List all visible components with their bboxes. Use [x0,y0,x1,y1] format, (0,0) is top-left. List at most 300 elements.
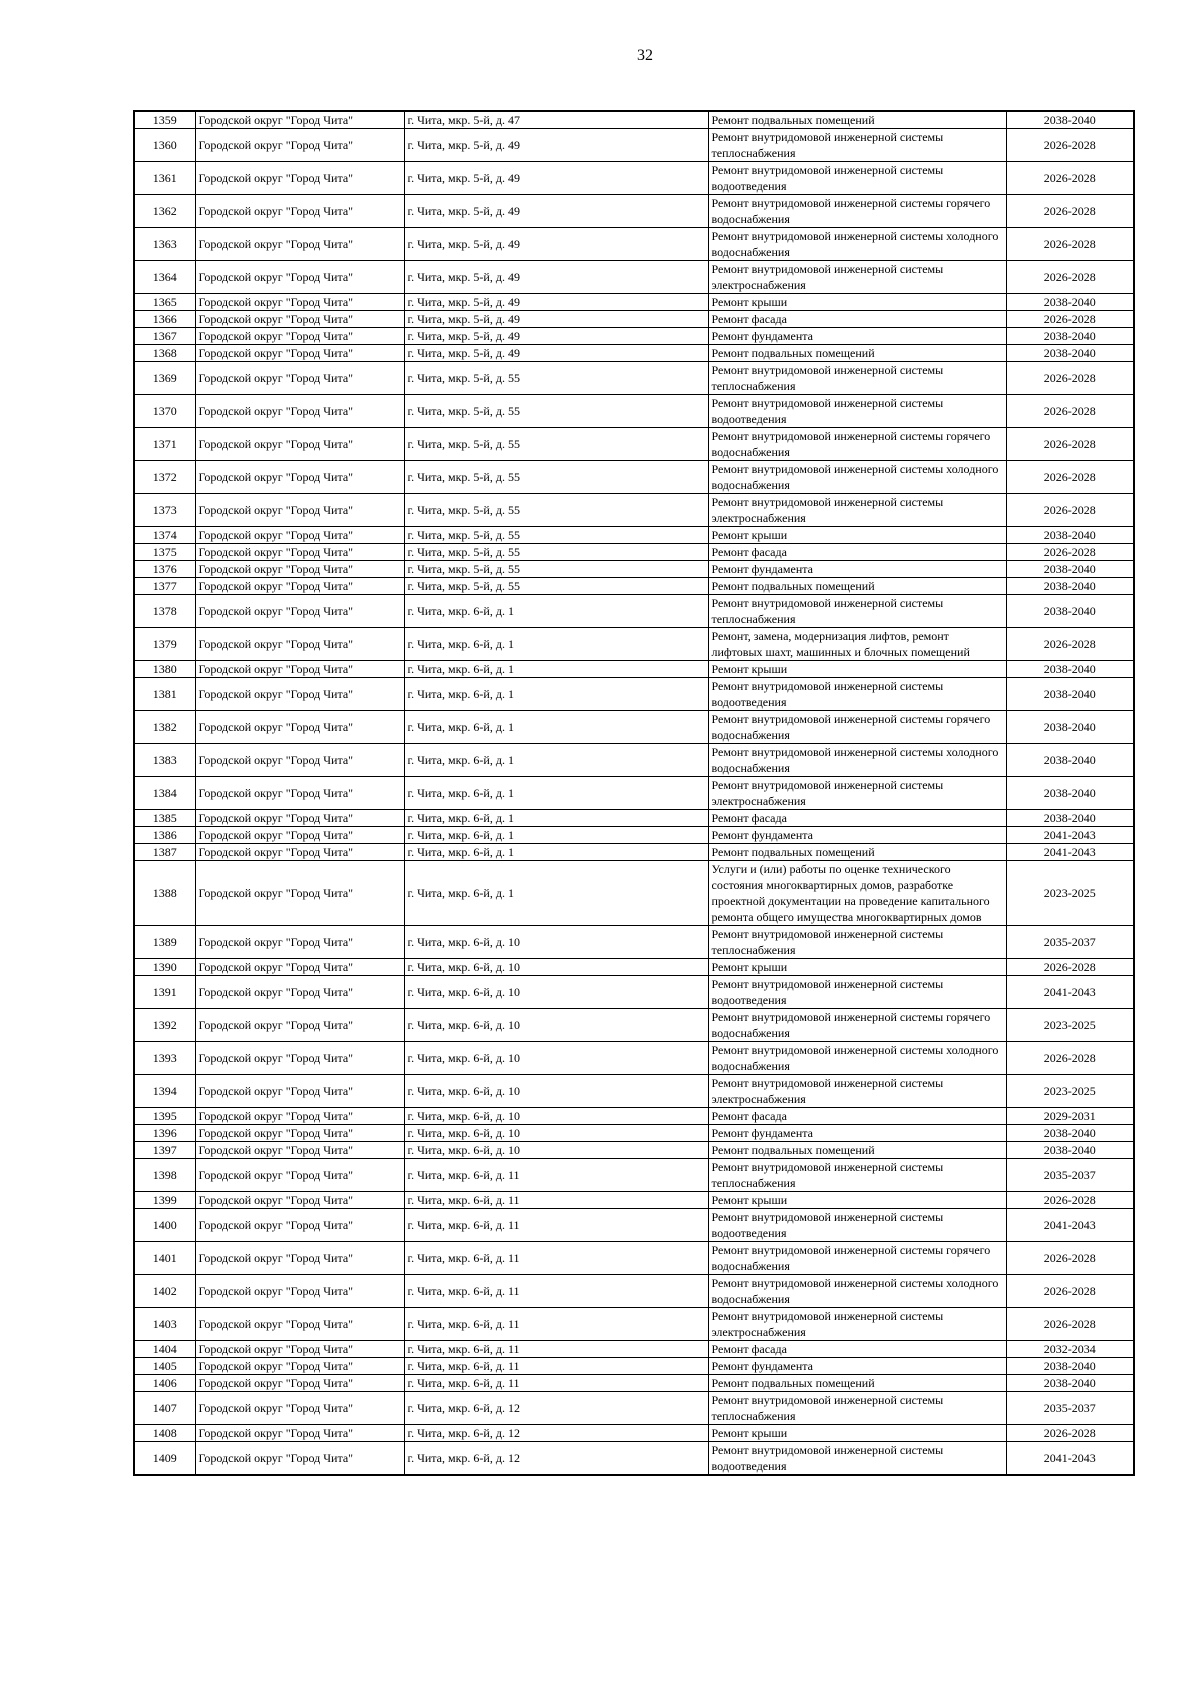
work-type-cell: Ремонт внутридомовой инженерной системы холодного водоснабжения [708,461,1006,494]
table-row [134,461,1134,494]
address-cell: г. Чита, мкр. 6-й, д. 1 [404,628,708,661]
row-number-cell: 1375 [134,544,195,561]
row-number-cell: 1376 [134,561,195,578]
table-row [134,129,1134,162]
period-cell: 2041-2043 [1006,844,1134,861]
row-number-cell: 1406 [134,1375,195,1392]
page-number: 32 [637,47,653,64]
municipality-cell: Городской округ "Город Чита" [195,628,404,661]
municipality-cell: Городской округ "Город Чита" [195,1192,404,1209]
municipality-cell: Городской округ "Город Чита" [195,129,404,162]
municipality-cell: Городской округ "Город Чита" [195,777,404,810]
address-cell: г. Чита, мкр. 5-й, д. 55 [404,561,708,578]
period-cell: 2038-2040 [1006,561,1134,578]
municipality-cell: Городской округ "Город Чита" [195,661,404,678]
row-number-cell: 1370 [134,395,195,428]
municipality-cell: Городской округ "Город Чита" [195,328,404,345]
row-number-cell: 1401 [134,1242,195,1275]
table-row [134,827,1134,844]
address-cell: г. Чита, мкр. 6-й, д. 11 [404,1209,708,1242]
period-cell: 2026-2028 [1006,1275,1134,1308]
row-number-cell: 1379 [134,628,195,661]
table-row [134,628,1134,661]
table-row [134,711,1134,744]
row-number-cell: 1405 [134,1358,195,1375]
period-cell: 2041-2043 [1006,976,1134,1009]
municipality-cell: Городской округ "Город Чита" [195,294,404,311]
period-cell: 2035-2037 [1006,1392,1134,1425]
municipality-cell: Городской округ "Город Чита" [195,395,404,428]
table-row [134,362,1134,395]
address-cell: г. Чита, мкр. 6-й, д. 10 [404,1108,708,1125]
address-cell: г. Чита, мкр. 5-й, д. 55 [404,544,708,561]
work-type-cell: Ремонт внутридомовой инженерной системы холодного водоснабжения [708,1275,1006,1308]
municipality-cell: Городской округ "Город Чита" [195,1009,404,1042]
work-type-cell: Ремонт подвальных помещений [708,578,1006,595]
row-number-cell: 1394 [134,1075,195,1108]
address-cell: г. Чита, мкр. 5-й, д. 47 [404,111,708,129]
table-row [134,294,1134,311]
row-number-cell: 1399 [134,1192,195,1209]
row-number-cell: 1397 [134,1142,195,1159]
row-number-cell: 1409 [134,1442,195,1476]
address-cell: г. Чита, мкр. 6-й, д. 10 [404,1009,708,1042]
period-cell: 2038-2040 [1006,294,1134,311]
row-number-cell: 1390 [134,959,195,976]
table-row [134,744,1134,777]
municipality-cell: Городской округ "Город Чита" [195,1042,404,1075]
work-type-cell: Ремонт внутридомовой инженерной системы горячего водоснабжения [708,1009,1006,1042]
address-cell: г. Чита, мкр. 5-й, д. 55 [404,527,708,544]
municipality-cell: Городской округ "Город Чита" [195,744,404,777]
period-cell: 2038-2040 [1006,678,1134,711]
period-cell: 2041-2043 [1006,1209,1134,1242]
work-type-cell: Ремонт крыши [708,959,1006,976]
address-cell: г. Чита, мкр. 5-й, д. 49 [404,195,708,228]
work-type-cell: Ремонт внутридомовой инженерной системы водоотведения [708,976,1006,1009]
table-row [134,1142,1134,1159]
work-type-cell: Ремонт подвальных помещений [708,345,1006,362]
work-type-cell: Ремонт внутридомовой инженерной системы электроснабжения [708,261,1006,294]
municipality-cell: Городской округ "Город Чита" [195,1425,404,1442]
row-number-cell: 1372 [134,461,195,494]
address-cell: г. Чита, мкр. 5-й, д. 49 [404,328,708,345]
table-row [134,959,1134,976]
municipality-cell: Городской округ "Город Чита" [195,844,404,861]
table-row [134,1009,1134,1042]
row-number-cell: 1365 [134,294,195,311]
row-number-cell: 1404 [134,1341,195,1358]
work-type-cell: Ремонт фундамента [708,827,1006,844]
row-number-cell: 1386 [134,827,195,844]
work-type-cell: Ремонт внутридомовой инженерной системы электроснабжения [708,1308,1006,1341]
period-cell: 2023-2025 [1006,1075,1134,1108]
work-type-cell: Ремонт внутридомовой инженерной системы теплоснабжения [708,129,1006,162]
work-type-cell: Ремонт внутридомовой инженерной системы теплоснабжения [708,362,1006,395]
municipality-cell: Городской округ "Город Чита" [195,461,404,494]
work-type-cell: Ремонт подвальных помещений [708,111,1006,129]
address-cell: г. Чита, мкр. 6-й, д. 11 [404,1192,708,1209]
work-type-cell: Ремонт фундамента [708,1358,1006,1375]
period-cell: 2041-2043 [1006,1442,1134,1476]
period-cell: 2038-2040 [1006,328,1134,345]
row-number-cell: 1398 [134,1159,195,1192]
period-cell: 2026-2028 [1006,395,1134,428]
municipality-cell: Городской округ "Город Чита" [195,711,404,744]
row-number-cell: 1369 [134,362,195,395]
municipality-cell: Городской округ "Город Чита" [195,228,404,261]
table-row [134,1341,1134,1358]
period-cell: 2038-2040 [1006,661,1134,678]
municipality-cell: Городской округ "Город Чита" [195,362,404,395]
work-type-cell: Ремонт подвальных помещений [708,1375,1006,1392]
row-number-cell: 1359 [134,111,195,129]
period-cell: 2038-2040 [1006,345,1134,362]
period-cell: 2029-2031 [1006,1108,1134,1125]
address-cell: г. Чита, мкр. 6-й, д. 12 [404,1392,708,1425]
table-row [134,1042,1134,1075]
address-cell: г. Чита, мкр. 6-й, д. 10 [404,1125,708,1142]
work-type-cell: Ремонт крыши [708,527,1006,544]
row-number-cell: 1363 [134,228,195,261]
municipality-cell: Городской округ "Город Чита" [195,1209,404,1242]
period-cell: 2026-2028 [1006,261,1134,294]
table-row [134,395,1134,428]
period-cell: 2026-2028 [1006,162,1134,195]
row-number-cell: 1362 [134,195,195,228]
row-number-cell: 1385 [134,810,195,827]
address-cell: г. Чита, мкр. 6-й, д. 10 [404,1075,708,1108]
table-row [134,1242,1134,1275]
address-cell: г. Чита, мкр. 5-й, д. 49 [404,345,708,362]
table-row [134,1442,1134,1476]
address-cell: г. Чита, мкр. 6-й, д. 10 [404,926,708,959]
address-cell: г. Чита, мкр. 6-й, д. 1 [404,711,708,744]
period-cell: 2026-2028 [1006,362,1134,395]
row-number-cell: 1383 [134,744,195,777]
address-cell: г. Чита, мкр. 5-й, д. 49 [404,294,708,311]
table-row [134,261,1134,294]
work-type-cell: Ремонт фасада [708,810,1006,827]
address-cell: г. Чита, мкр. 6-й, д. 12 [404,1442,708,1476]
table-row [134,1192,1134,1209]
work-type-cell: Ремонт фундамента [708,1125,1006,1142]
address-cell: г. Чита, мкр. 6-й, д. 1 [404,827,708,844]
work-type-cell: Ремонт внутридомовой инженерной системы теплоснабжения [708,1159,1006,1192]
address-cell: г. Чита, мкр. 6-й, д. 10 [404,1042,708,1075]
table-row [134,527,1134,544]
period-cell: 2038-2040 [1006,111,1134,129]
period-cell: 2038-2040 [1006,1358,1134,1375]
row-number-cell: 1391 [134,976,195,1009]
work-type-cell: Ремонт фасада [708,1108,1006,1125]
table-row [134,162,1134,195]
address-cell: г. Чита, мкр. 6-й, д. 11 [404,1242,708,1275]
table-row [134,345,1134,362]
municipality-cell: Городской округ "Город Чита" [195,561,404,578]
municipality-cell: Городской округ "Город Чита" [195,1358,404,1375]
work-type-cell: Услуги и (или) работы по оценке технического состояния многоквартирных домов, разработке проектной документации на проведение капитального ремонта общего имущества многоквартирных домов [708,861,1006,926]
address-cell: г. Чита, мкр. 6-й, д. 1 [404,678,708,711]
row-number-cell: 1396 [134,1125,195,1142]
address-cell: г. Чита, мкр. 5-й, д. 55 [404,362,708,395]
row-number-cell: 1387 [134,844,195,861]
work-type-cell: Ремонт внутридомовой инженерной системы горячего водоснабжения [708,1242,1006,1275]
period-cell: 2038-2040 [1006,595,1134,628]
municipality-cell: Городской округ "Город Чита" [195,162,404,195]
table-row [134,1308,1134,1341]
work-type-cell: Ремонт внутридомовой инженерной системы водоотведения [708,1209,1006,1242]
period-cell: 2026-2028 [1006,1242,1134,1275]
table-row [134,1375,1134,1392]
work-type-cell: Ремонт фундамента [708,561,1006,578]
row-number-cell: 1407 [134,1392,195,1425]
row-number-cell: 1408 [134,1425,195,1442]
municipality-cell: Городской округ "Город Чита" [195,810,404,827]
municipality-cell: Городской округ "Город Чита" [195,261,404,294]
period-cell: 2038-2040 [1006,711,1134,744]
address-cell: г. Чита, мкр. 6-й, д. 11 [404,1159,708,1192]
address-cell: г. Чита, мкр. 6-й, д. 1 [404,810,708,827]
address-cell: г. Чита, мкр. 6-й, д. 1 [404,844,708,861]
row-number-cell: 1381 [134,678,195,711]
row-number-cell: 1360 [134,129,195,162]
address-cell: г. Чита, мкр. 5-й, д. 55 [404,578,708,595]
work-type-cell: Ремонт фасада [708,311,1006,328]
work-type-cell: Ремонт подвальных помещений [708,1142,1006,1159]
period-cell: 2026-2028 [1006,1425,1134,1442]
municipality-cell: Городской округ "Город Чита" [195,1308,404,1341]
row-number-cell: 1380 [134,661,195,678]
address-cell: г. Чита, мкр. 5-й, д. 55 [404,395,708,428]
municipality-cell: Городской округ "Город Чита" [195,595,404,628]
period-cell: 2026-2028 [1006,1308,1134,1341]
row-number-cell: 1368 [134,345,195,362]
row-number-cell: 1382 [134,711,195,744]
table-row [134,428,1134,461]
table-row [134,195,1134,228]
work-type-cell: Ремонт внутридомовой инженерной системы теплоснабжения [708,595,1006,628]
municipality-cell: Городской округ "Город Чита" [195,527,404,544]
work-type-cell: Ремонт крыши [708,1192,1006,1209]
row-number-cell: 1400 [134,1209,195,1242]
period-cell: 2041-2043 [1006,827,1134,844]
table-row [134,1425,1134,1442]
row-number-cell: 1366 [134,311,195,328]
work-type-cell: Ремонт фундамента [708,328,1006,345]
row-number-cell: 1395 [134,1108,195,1125]
municipality-cell: Городской округ "Город Чита" [195,1108,404,1125]
work-type-cell: Ремонт крыши [708,294,1006,311]
period-cell: 2038-2040 [1006,578,1134,595]
municipality-cell: Городской округ "Город Чита" [195,1075,404,1108]
row-number-cell: 1403 [134,1308,195,1341]
row-number-cell: 1392 [134,1009,195,1042]
work-type-cell: Ремонт подвальных помещений [708,844,1006,861]
table-row [134,595,1134,628]
address-cell: г. Чита, мкр. 6-й, д. 11 [404,1358,708,1375]
municipality-cell: Городской округ "Город Чита" [195,428,404,461]
table-row [134,1075,1134,1108]
period-cell: 2038-2040 [1006,1375,1134,1392]
row-number-cell: 1371 [134,428,195,461]
period-cell: 2026-2028 [1006,461,1134,494]
table-row [134,578,1134,595]
address-cell: г. Чита, мкр. 5-й, д. 49 [404,228,708,261]
municipality-cell: Городской округ "Город Чита" [195,578,404,595]
row-number-cell: 1389 [134,926,195,959]
municipality-cell: Городской округ "Город Чита" [195,1392,404,1425]
work-type-cell: Ремонт крыши [708,1425,1006,1442]
address-cell: г. Чита, мкр. 6-й, д. 10 [404,1142,708,1159]
table-row [134,1358,1134,1375]
table-row [134,678,1134,711]
period-cell: 2038-2040 [1006,1142,1134,1159]
table-row [134,976,1134,1009]
table-row [134,544,1134,561]
work-type-cell: Ремонт внутридомовой инженерной системы горячего водоснабжения [708,711,1006,744]
municipality-cell: Городской округ "Город Чита" [195,345,404,362]
period-cell: 2026-2028 [1006,494,1134,527]
table-row [134,1209,1134,1242]
work-type-cell: Ремонт внутридомовой инженерной системы теплоснабжения [708,926,1006,959]
row-number-cell: 1361 [134,162,195,195]
address-cell: г. Чита, мкр. 5-й, д. 55 [404,494,708,527]
work-type-cell: Ремонт внутридомовой инженерной системы водоотведения [708,678,1006,711]
table-row [134,1125,1134,1142]
table-row [134,494,1134,527]
period-cell: 2026-2028 [1006,1192,1134,1209]
work-type-cell: Ремонт внутридомовой инженерной системы холодного водоснабжения [708,228,1006,261]
table-row [134,1108,1134,1125]
row-number-cell: 1364 [134,261,195,294]
period-cell: 2038-2040 [1006,744,1134,777]
municipality-cell: Городской округ "Город Чита" [195,195,404,228]
period-cell: 2026-2028 [1006,544,1134,561]
address-cell: г. Чита, мкр. 6-й, д. 1 [404,595,708,628]
municipality-cell: Городской округ "Город Чита" [195,311,404,328]
row-number-cell: 1384 [134,777,195,810]
municipality-cell: Городской округ "Город Чита" [195,678,404,711]
municipality-cell: Городской округ "Город Чита" [195,861,404,926]
municipality-cell: Городской округ "Город Чита" [195,1125,404,1142]
work-type-cell: Ремонт внутридомовой инженерной системы электроснабжения [708,494,1006,527]
period-cell: 2038-2040 [1006,527,1134,544]
period-cell: 2026-2028 [1006,228,1134,261]
work-type-cell: Ремонт внутридомовой инженерной системы горячего водоснабжения [708,195,1006,228]
address-cell: г. Чита, мкр. 6-й, д. 10 [404,976,708,1009]
work-type-cell: Ремонт фасада [708,544,1006,561]
period-cell: 2026-2028 [1006,1042,1134,1075]
address-cell: г. Чита, мкр. 6-й, д. 1 [404,777,708,810]
address-cell: г. Чита, мкр. 6-й, д. 12 [404,1425,708,1442]
table-row [134,661,1134,678]
table-row [134,311,1134,328]
work-type-cell: Ремонт внутридомовой инженерной системы электроснабжения [708,777,1006,810]
schedule-body [134,111,1134,1475]
table-row [134,328,1134,345]
municipality-cell: Городской округ "Город Чита" [195,959,404,976]
table-row [134,1159,1134,1192]
work-type-cell: Ремонт внутридомовой инженерной системы горячего водоснабжения [708,428,1006,461]
period-cell: 2026-2028 [1006,959,1134,976]
table-row [134,844,1134,861]
period-cell: 2032-2034 [1006,1341,1134,1358]
address-cell: г. Чита, мкр. 5-й, д. 49 [404,311,708,328]
municipality-cell: Городской округ "Город Чита" [195,1275,404,1308]
municipality-cell: Городской округ "Город Чита" [195,544,404,561]
period-cell: 2023-2025 [1006,1009,1134,1042]
address-cell: г. Чита, мкр. 6-й, д. 1 [404,661,708,678]
municipality-cell: Городской округ "Город Чита" [195,1142,404,1159]
row-number-cell: 1374 [134,527,195,544]
work-type-cell: Ремонт крыши [708,661,1006,678]
table-row [134,1392,1134,1425]
work-type-cell: Ремонт внутридомовой инженерной системы холодного водоснабжения [708,1042,1006,1075]
period-cell: 2026-2028 [1006,195,1134,228]
municipality-cell: Городской округ "Город Чита" [195,827,404,844]
municipality-cell: Городской округ "Город Чита" [195,1341,404,1358]
period-cell: 2026-2028 [1006,428,1134,461]
period-cell: 2038-2040 [1006,810,1134,827]
table-row [134,228,1134,261]
table-row [134,926,1134,959]
address-cell: г. Чита, мкр. 5-й, д. 49 [404,162,708,195]
period-cell: 2026-2028 [1006,311,1134,328]
work-type-cell: Ремонт внутридомовой инженерной системы водоотведения [708,1442,1006,1476]
table-row [134,861,1134,926]
table-row [134,777,1134,810]
municipality-cell: Городской округ "Город Чита" [195,111,404,129]
address-cell: г. Чита, мкр. 6-й, д. 11 [404,1375,708,1392]
municipality-cell: Городской округ "Город Чита" [195,926,404,959]
work-type-cell: Ремонт внутридомовой инженерной системы холодного водоснабжения [708,744,1006,777]
municipality-cell: Городской округ "Город Чита" [195,976,404,1009]
address-cell: г. Чита, мкр. 6-й, д. 11 [404,1308,708,1341]
period-cell: 2026-2028 [1006,628,1134,661]
table-row [134,810,1134,827]
row-number-cell: 1388 [134,861,195,926]
address-cell: г. Чита, мкр. 5-й, д. 49 [404,129,708,162]
municipality-cell: Городской округ "Город Чита" [195,494,404,527]
municipality-cell: Городской округ "Город Чита" [195,1242,404,1275]
period-cell: 2023-2025 [1006,861,1134,926]
municipality-cell: Городской округ "Город Чита" [195,1375,404,1392]
work-type-cell: Ремонт внутридомовой инженерной системы водоотведения [708,395,1006,428]
row-number-cell: 1393 [134,1042,195,1075]
work-type-cell: Ремонт внутридомовой инженерной системы теплоснабжения [708,1392,1006,1425]
address-cell: г. Чита, мкр. 5-й, д. 49 [404,261,708,294]
period-cell: 2026-2028 [1006,129,1134,162]
row-number-cell: 1402 [134,1275,195,1308]
period-cell: 2038-2040 [1006,1125,1134,1142]
municipality-cell: Городской округ "Город Чита" [195,1442,404,1476]
work-type-cell: Ремонт внутридомовой инженерной системы электроснабжения [708,1075,1006,1108]
period-cell: 2038-2040 [1006,777,1134,810]
address-cell: г. Чита, мкр. 6-й, д. 1 [404,744,708,777]
table-row [134,1275,1134,1308]
address-cell: г. Чита, мкр. 5-й, д. 55 [404,428,708,461]
address-cell: г. Чита, мкр. 6-й, д. 11 [404,1275,708,1308]
row-number-cell: 1367 [134,328,195,345]
work-type-cell: Ремонт фасада [708,1341,1006,1358]
row-number-cell: 1373 [134,494,195,527]
period-cell: 2035-2037 [1006,1159,1134,1192]
row-number-cell: 1378 [134,595,195,628]
period-cell: 2035-2037 [1006,926,1134,959]
table-row [134,561,1134,578]
address-cell: г. Чита, мкр. 6-й, д. 10 [404,959,708,976]
